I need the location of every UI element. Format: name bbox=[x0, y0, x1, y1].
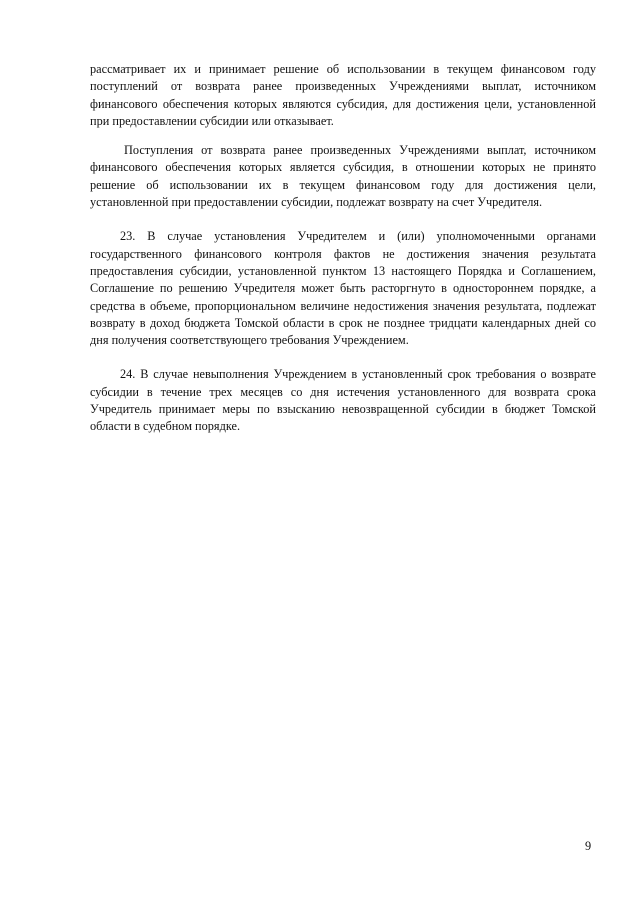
paragraph-clause-23: 23. В случае установления Учредителем и (или) уполномоченными органами государственного финансового контроля фактов не достижения значения результата предоставления субсидии, установленной пунктом 13 настоящего Порядка и Соглашением, Соглашение по решению Учредителя может быть расторгнуто в одностороннем порядке, а средства в объеме, пропорциональном величине недостижения значения результата, подлежат возврату в доход бюджета Томской области в срок не позднее тридцати календарных дней со дня получения соответствующего требования Учреждением. bbox=[90, 229, 596, 348]
page-number: 9 bbox=[585, 839, 592, 853]
paragraph-clause-24: 24. В случае невыполнения Учреждением в установленный срок требования о возврате субсидии в течение трех месяцев со дня истечения установленного для возврата срока Учредитель принимает меры по взысканию невозвращенной субсидии в бюджет Томской области в судебном порядке. bbox=[90, 367, 596, 434]
paragraph-continuation: рассматривает их и принимает решение об использовании в текущем финансовом году поступлений от возврата ранее произведенных Учреждениями выплат, источником финансового обеспечения которых являются субсидия, для достижения цели, установленной при предоставлении субсидии или отказывает. bbox=[90, 62, 596, 128]
document-body bbox=[90, 61, 596, 436]
paragraph-returns: Поступления от возврата ранее произведенных Учреждениями выплат, источником финансового обеспечения которых является субсидия, в отношении которых не принято решение об использовании их в текущем финансовом году для достижения цели, установленной при предоставлении субсидии, подлежат возврату на счет Учредителя. bbox=[90, 143, 596, 210]
